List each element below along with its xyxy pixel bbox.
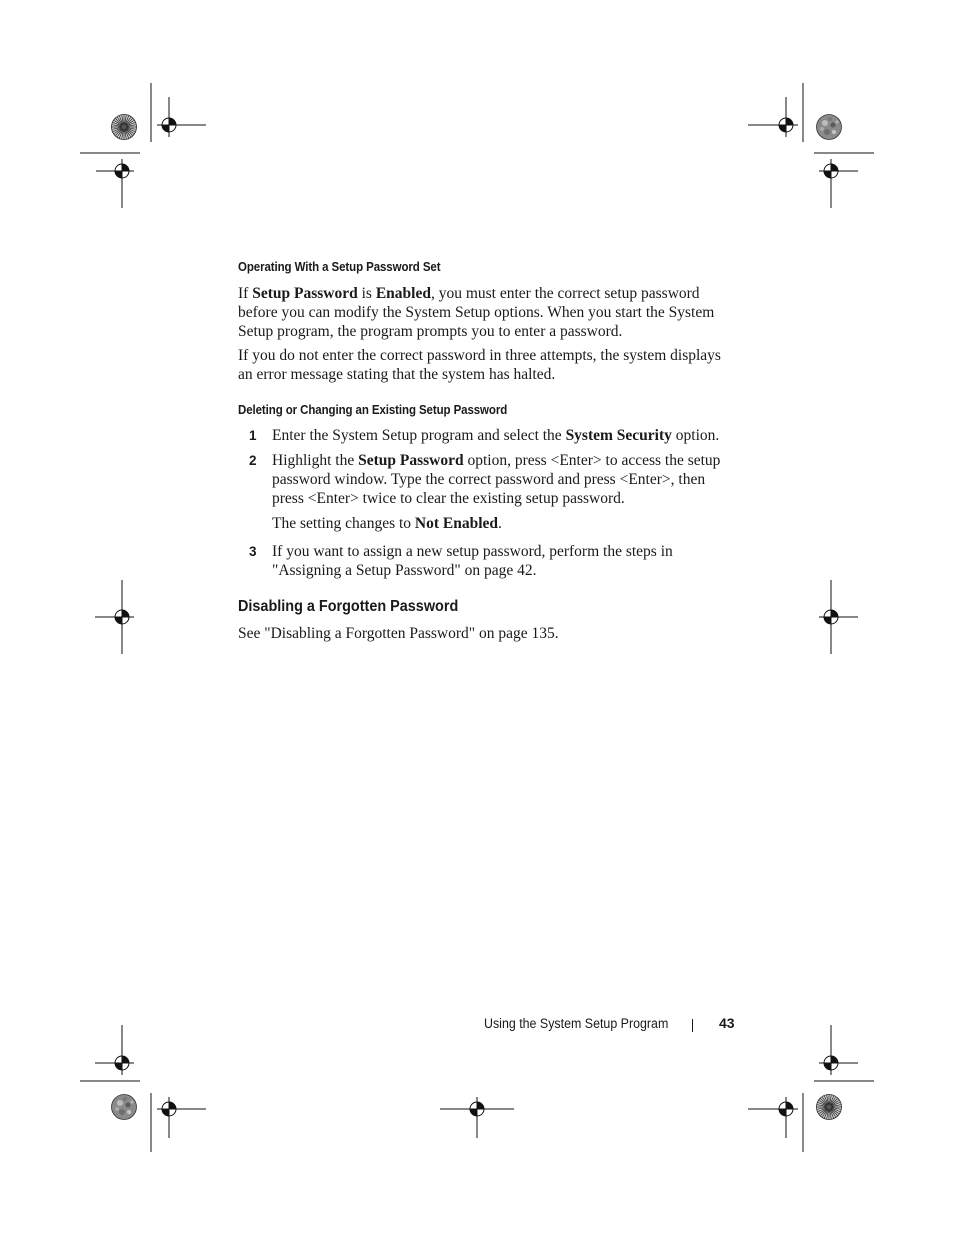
heading-deleting-or-changing-password: Deleting or Changing an Existing Setup Password bbox=[238, 403, 508, 417]
paragraph-three-attempts: If you do not enter the correct password in three attempts, the system displays an error message stating that the system has halted. bbox=[238, 347, 721, 383]
paragraph-see-disabling-forgotten-password: See "Disabling a Forgotten Password" on page 135. bbox=[238, 625, 559, 642]
term-not-enabled: Not Enabled bbox=[414, 515, 499, 532]
step-2-note: The setting changes to Not Enabled. bbox=[272, 515, 502, 532]
step-number: 3 bbox=[249, 544, 257, 559]
step-number: 1 bbox=[249, 428, 257, 443]
term-system-security: System Security bbox=[565, 427, 672, 444]
heading-disabling-forgotten-password: Disabling a Forgotten Password bbox=[238, 598, 459, 615]
footer-separator bbox=[692, 1019, 693, 1032]
step-text: Enter the System Setup program and select the System Security option. bbox=[272, 427, 720, 444]
term-setup-password: Setup Password bbox=[252, 285, 358, 302]
term-enabled: Enabled bbox=[375, 285, 431, 302]
term-setup-password: Setup Password bbox=[358, 452, 464, 469]
step-text: If you want to assign a new setup password, perform the steps in "Assigning a Setup Password" on page 42. bbox=[272, 543, 673, 579]
step-number: 2 bbox=[249, 453, 257, 468]
running-footer-title: Using the System Setup Program bbox=[484, 1016, 669, 1031]
paragraph-setup-password-enabled: If Setup Password is Enabled, you must enter the correct setup password before you can modify the System Setup options. When you start the System Setup program, the program prompts you to enter a password. bbox=[238, 285, 715, 340]
page-number: 43 bbox=[719, 1015, 735, 1031]
heading-operating-with-setup-password: Operating With a Setup Password Set bbox=[238, 260, 441, 274]
step-text: Highlight the Setup Password option, press <Enter> to access the setup password window. Type the correct password and press <Enter>, then press <Enter> twice to clear the existing setup password. bbox=[272, 452, 721, 507]
